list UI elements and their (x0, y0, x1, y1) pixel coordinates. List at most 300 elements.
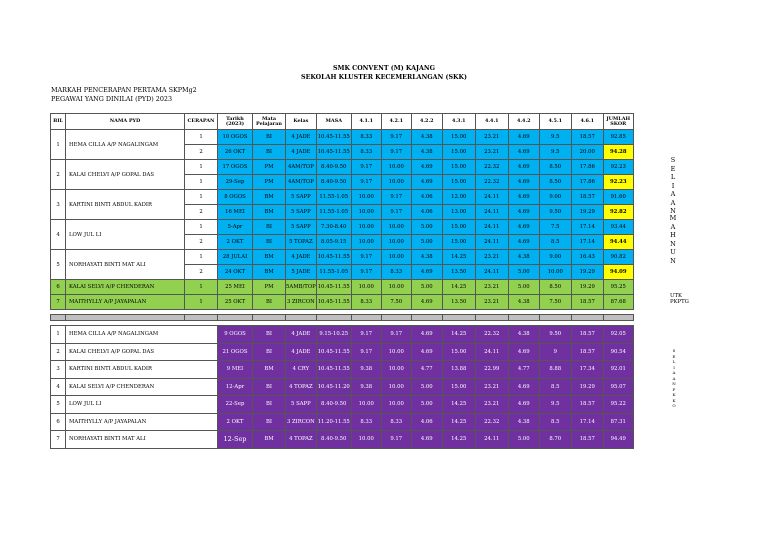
subject-cell: BM (253, 265, 286, 280)
pegawai-label: PEGAWAI YANG DINILAI (PYD) 2023 (51, 95, 173, 103)
score-cell: 22.99 (475, 361, 508, 379)
score-cell: 18.57 (571, 431, 603, 449)
subject-cell: PM (253, 280, 286, 295)
score-cell: 4.77 (508, 361, 539, 379)
score-cell: 10.00 (351, 205, 381, 220)
score-cell: 19.29 (571, 280, 603, 295)
subject-cell: BI (253, 145, 286, 160)
score-cell: 4.69 (508, 145, 539, 160)
score-cell: 8.50 (539, 160, 571, 175)
tarikh-cell: 16 MEI (218, 205, 253, 220)
subject-cell: BM (253, 205, 286, 220)
table-row (51, 160, 634, 175)
score-cell: 17.86 (571, 175, 603, 190)
score-cell: 4.69 (411, 431, 442, 449)
score-cell: 9.17 (381, 190, 411, 205)
cerapan-cell: 1 (185, 295, 218, 310)
score-cell: 9.38 (351, 378, 381, 396)
score-cell: 9.17 (381, 326, 411, 344)
masa-cell: 10.45-11.55 (316, 145, 351, 160)
column-header: 4.1.1 (351, 114, 381, 130)
score-cell: 13.50 (442, 265, 475, 280)
tarikh-cell: 29-Sep (218, 175, 253, 190)
name-cell: NORHAYATI BINTI MAT ALI (66, 250, 185, 280)
score-cell: 13.88 (442, 361, 475, 379)
score-cell: 10.00 (381, 250, 411, 265)
jumlah-skor-cell: 92.01 (603, 361, 633, 379)
kelas-cell: 5 SAPP (286, 205, 317, 220)
name-cell: KALAI CHELVI A/P GOPAL DAS (66, 160, 185, 190)
masa-cell: 8.05-9.15 (316, 235, 351, 250)
masa-cell: 8.40-9.50 (316, 160, 351, 175)
bil-cell: 2 (51, 343, 66, 361)
kelas-cell: 4AM/TOP (286, 175, 317, 190)
score-cell: 4.06 (411, 190, 442, 205)
score-cell: 22.32 (475, 413, 508, 431)
bil-cell: 4 (51, 378, 66, 396)
score-cell: 10.00 (539, 265, 571, 280)
score-cell: 17.14 (571, 220, 603, 235)
score-cell: 8.33 (381, 413, 411, 431)
column-header: 4.4.2 (508, 114, 539, 130)
table-row (51, 326, 634, 344)
jumlah-skor-cell: 87.31 (603, 413, 633, 431)
kelas-cell: 4 JADE (286, 343, 317, 361)
score-cell: 5.00 (411, 396, 442, 414)
subject-cell: BM (253, 190, 286, 205)
cerapan-cell: 2 (185, 205, 218, 220)
cerapan-cell: 1 (185, 160, 218, 175)
tarikh-cell: 12-Apr (218, 378, 253, 396)
score-cell: 9.5 (539, 130, 571, 145)
name-cell: KALAI CHELVI A/P GOPAL DAS (66, 343, 218, 361)
score-cell: 4.69 (508, 343, 539, 361)
score-cell: 4.69 (411, 175, 442, 190)
score-cell: 23.21 (475, 250, 508, 265)
table-row (51, 413, 634, 431)
score-cell: 24.11 (475, 235, 508, 250)
score-cell: 15.00 (442, 235, 475, 250)
subject-cell: BI (253, 235, 286, 250)
score-cell: 16.43 (571, 250, 603, 265)
score-cell: 4.38 (508, 250, 539, 265)
bil-cell: 6 (51, 280, 66, 295)
cerapan-cell: 1 (185, 130, 218, 145)
score-cell: 9.00 (539, 190, 571, 205)
masa-cell: 11.55-1.05 (316, 190, 351, 205)
header-row (51, 114, 634, 130)
score-cell: 10.00 (351, 431, 381, 449)
table-row (51, 220, 634, 235)
score-cell: 9.17 (351, 175, 381, 190)
score-cell: 22.32 (475, 160, 508, 175)
cerapan-cell: 1 (185, 220, 218, 235)
score-cell: 5.00 (411, 378, 442, 396)
jumlah-skor-cell: 92.23 (603, 175, 633, 190)
masa-cell: 10.45-11.55 (316, 130, 351, 145)
masa-cell: 11.55-1.05 (316, 205, 351, 220)
table-row (51, 361, 634, 379)
score-cell: 24.11 (475, 343, 508, 361)
cerapan-cell: 1 (185, 250, 218, 265)
score-cell: 10.00 (351, 220, 381, 235)
score-cell: 5.00 (508, 265, 539, 280)
masa-cell: 8.40-9.50 (316, 431, 351, 449)
score-cell: 4.06 (411, 205, 442, 220)
score-cell: 19.29 (571, 378, 603, 396)
cerapan-cell: 2 (185, 235, 218, 250)
kelas-cell: 5 JADE (286, 265, 317, 280)
score-cell: 18.57 (571, 326, 603, 344)
jumlah-skor-cell: 93.44 (603, 220, 633, 235)
score-cell: 10.00 (381, 343, 411, 361)
subject-cell: BI (253, 130, 286, 145)
kelas-cell: 4AM/TOP (286, 160, 317, 175)
score-cell: 8.33 (381, 265, 411, 280)
score-cell: 10.00 (381, 280, 411, 295)
tarikh-cell: 2 OKT (218, 413, 253, 431)
masa-cell: 10.45-11.20 (316, 378, 351, 396)
tarikh-cell: 22-Sep (218, 396, 253, 414)
subject-cell: BI (253, 295, 286, 310)
jumlah-skor-cell: 94.09 (603, 265, 633, 280)
score-cell: 9.17 (351, 160, 381, 175)
bil-cell: 7 (51, 431, 66, 449)
score-cell: 4.69 (508, 235, 539, 250)
name-cell: NORHAYATI BINTI MAT ALI (66, 431, 218, 449)
score-cell: 24.11 (475, 220, 508, 235)
score-cell: 24.11 (475, 190, 508, 205)
column-header: 4.5.1 (539, 114, 571, 130)
column-header: Tarikh (2023) (218, 114, 253, 130)
bil-cell: 7 (51, 295, 66, 310)
score-cell: 8.50 (539, 280, 571, 295)
tarikh-cell: 8 OGOS (218, 190, 253, 205)
kelas-cell: 3 ZIRCON (286, 295, 317, 310)
jumlah-skor-cell: 92.82 (603, 205, 633, 220)
score-cell: 10.00 (351, 235, 381, 250)
score-cell: 4.06 (411, 413, 442, 431)
name-cell: KALAI SELVI A/P CHENDERAN (66, 280, 185, 295)
tarikh-cell: 25 MEI (218, 280, 253, 295)
score-cell: 4.69 (411, 343, 442, 361)
bil-cell: 4 (51, 220, 66, 250)
score-cell: 9.17 (381, 130, 411, 145)
cerapan-cell: 1 (185, 175, 218, 190)
score-cell: 10.00 (381, 160, 411, 175)
kelas-cell: 4 JADE (286, 130, 317, 145)
score-cell: 4.69 (508, 205, 539, 220)
score-cell: 4.69 (508, 175, 539, 190)
score-cell: 9.00 (539, 250, 571, 265)
score-cell: 4.69 (508, 190, 539, 205)
score-cell: 15.00 (442, 175, 475, 190)
score-cell: 9.38 (351, 361, 381, 379)
score-cell: 14.25 (442, 396, 475, 414)
score-cell: 18.57 (571, 190, 603, 205)
name-cell: LOW JUL LI (66, 220, 185, 250)
score-cell: 8.5 (539, 378, 571, 396)
score-cell: 4.38 (411, 130, 442, 145)
masa-cell: 11.55-1.05 (316, 265, 351, 280)
score-cell: 8.33 (351, 413, 381, 431)
score-cell: 18.57 (571, 396, 603, 414)
score-cell: 15.00 (442, 343, 475, 361)
score-cell: 9.5 (539, 145, 571, 160)
score-cell: 18.57 (571, 295, 603, 310)
score-cell: 8.33 (351, 145, 381, 160)
score-cell: 22.32 (475, 175, 508, 190)
score-cell: 4.69 (411, 160, 442, 175)
tarikh-cell: 26 OKT (218, 145, 253, 160)
score-cell: 14.25 (442, 250, 475, 265)
column-header: 4.2.1 (381, 114, 411, 130)
kelas-cell: 3 ZIRCON (286, 413, 317, 431)
score-cell: 23.21 (475, 396, 508, 414)
cluster-title: SEKOLAH KLUSTER KECEMERLANGAN (SKK) (301, 74, 467, 81)
selian-pkko-side-label: S E L I A A N P K K O (672, 348, 676, 408)
name-cell: MAITHYLLY A/P JAYAPALAN (66, 413, 218, 431)
name-cell: LOW JUL LI (66, 396, 218, 414)
score-cell: 22.32 (475, 326, 508, 344)
score-cell: 4.38 (508, 326, 539, 344)
kelas-cell: 4 TOPAZ (286, 431, 317, 449)
table-row (51, 378, 634, 396)
score-cell: 10.00 (381, 175, 411, 190)
score-cell: 4.69 (411, 326, 442, 344)
score-cell: 10.00 (381, 378, 411, 396)
score-cell: 8.88 (539, 361, 571, 379)
cerapan-cell: 1 (185, 190, 218, 205)
score-cell: 5.00 (411, 235, 442, 250)
score-cell: 4.38 (411, 250, 442, 265)
score-cell: 8.33 (351, 295, 381, 310)
jumlah-skor-cell: 95.22 (603, 396, 633, 414)
cerapan-cell: 2 (185, 265, 218, 280)
kelas-cell: 4 CRY (286, 361, 317, 379)
score-cell: 8.5 (539, 413, 571, 431)
masa-cell: 8.40-9.50 (316, 396, 351, 414)
score-cell: 14.25 (442, 280, 475, 295)
score-cell: 15.00 (442, 160, 475, 175)
jumlah-skor-cell: 94.44 (603, 235, 633, 250)
score-cell: 10.00 (381, 361, 411, 379)
subject-cell: BM (253, 361, 286, 379)
score-cell: 4.77 (411, 361, 442, 379)
score-cell: 9.50 (539, 326, 571, 344)
score-cell: 9.17 (351, 326, 381, 344)
score-cell: 5.00 (508, 280, 539, 295)
subject-cell: BI (253, 220, 286, 235)
mahnun-side-label: M A H N U N (669, 214, 677, 265)
tarikh-cell: 17 OGOS (218, 160, 253, 175)
name-cell: HEMA CILLA A/P NAGALINGAM (66, 130, 185, 160)
table-row (51, 130, 634, 145)
subject-cell: BI (253, 343, 286, 361)
table-row (51, 295, 634, 310)
score-cell: 24.11 (475, 431, 508, 449)
jumlah-skor-cell: 92.85 (603, 130, 633, 145)
column-header: 4.6.1 (571, 114, 603, 130)
score-cell: 9.50 (539, 205, 571, 220)
score-cell: 7.50 (381, 295, 411, 310)
masa-cell: 10.45-11.55 (316, 250, 351, 265)
score-cell: 4.69 (508, 220, 539, 235)
kelas-cell: 5 SAPP (286, 220, 317, 235)
bil-cell: 6 (51, 413, 66, 431)
score-cell: 20.00 (571, 145, 603, 160)
jumlah-skor-cell: 92.05 (603, 326, 633, 344)
bil-cell: 3 (51, 361, 66, 379)
tarikh-cell: 24 OKT (218, 265, 253, 280)
masa-cell: 10.45-11.55 (316, 295, 351, 310)
score-cell: 23.21 (475, 280, 508, 295)
score-cell: 14.25 (442, 413, 475, 431)
score-cell: 5.00 (508, 431, 539, 449)
column-header: 4.4.1 (475, 114, 508, 130)
jumlah-skor-cell: 95.07 (603, 378, 633, 396)
table-row (51, 250, 634, 265)
column-header: JUMLAH SKOR (603, 114, 633, 130)
column-header: 4.2.2 (411, 114, 442, 130)
score-cell: 14.25 (442, 431, 475, 449)
score-cell: 9.5 (539, 396, 571, 414)
table-row (51, 280, 634, 295)
cerapan-cell: 1 (185, 280, 218, 295)
score-cell: 12.00 (442, 190, 475, 205)
score-cell: 9.17 (351, 265, 381, 280)
score-cell: 8.70 (539, 431, 571, 449)
markah-label: MARKAH PENCERAPAN PERTAMA SKPMg2 (51, 86, 197, 94)
kelas-cell: 5 SAPP (286, 190, 317, 205)
score-cell: 19.29 (571, 265, 603, 280)
column-header: 4.3.1 (442, 114, 475, 130)
selian-side-label: S E L I A A N (670, 156, 676, 215)
score-cell: 15.00 (442, 378, 475, 396)
score-cell: 4.69 (411, 265, 442, 280)
tarikh-cell: 12-Sep (218, 431, 253, 449)
tarikh-cell: 9 OGOS (218, 326, 253, 344)
score-cell: 10.00 (351, 280, 381, 295)
tarikh-cell: 10 OGOS (218, 130, 253, 145)
bil-cell: 5 (51, 396, 66, 414)
tarikh-cell: 21 OGOS (218, 343, 253, 361)
tarikh-cell: 9 MEI (218, 361, 253, 379)
subject-cell: BM (253, 250, 286, 265)
kelas-cell: 4 JADE (286, 250, 317, 265)
subject-cell: PM (253, 160, 286, 175)
column-header: BIL (51, 114, 66, 130)
masa-cell: 10.45-11.55 (316, 361, 351, 379)
score-cell: 8.5 (539, 235, 571, 250)
score-cell: 17.86 (571, 160, 603, 175)
subject-cell: BI (253, 326, 286, 344)
score-cell: 4.69 (508, 396, 539, 414)
jumlah-skor-cell: 90.82 (603, 250, 633, 265)
score-cell: 19.29 (571, 205, 603, 220)
table-row (51, 396, 634, 414)
score-cell: 18.57 (571, 130, 603, 145)
score-cell: 4.69 (508, 130, 539, 145)
score-cell: 8.50 (539, 175, 571, 190)
score-cell: 23.21 (475, 378, 508, 396)
kelas-cell: 4 JADE (286, 145, 317, 160)
masa-cell: 10.45-11.55 (316, 280, 351, 295)
score-cell: 10.00 (381, 235, 411, 250)
masa-cell: 10.45-11.55 (316, 343, 351, 361)
masa-cell: 8.40-9.50 (316, 175, 351, 190)
score-cell: 23.21 (475, 145, 508, 160)
masa-cell: 9.15-10.25 (316, 326, 351, 344)
name-cell: KALAI SELVI A/P CHENDERAN (66, 378, 218, 396)
name-cell: MAITHYLLY A/P JAYAPALAN (66, 295, 185, 310)
score-cell: 13.50 (442, 295, 475, 310)
name-cell: KARTINI BINTI ABDUL KADIR (66, 190, 185, 220)
table-row (51, 343, 634, 361)
school-title: SMK CONVENT (M) KAJANG (333, 65, 435, 72)
tarikh-cell: 25 OKT (218, 295, 253, 310)
jumlah-skor-cell: 95.25 (603, 280, 633, 295)
score-cell: 17.34 (571, 361, 603, 379)
jumlah-skor-cell: 94.49 (603, 431, 633, 449)
bil-cell: 1 (51, 130, 66, 160)
score-cell: 5.00 (411, 220, 442, 235)
score-cell: 8.33 (351, 130, 381, 145)
score-cell: 24.11 (475, 265, 508, 280)
table-row (51, 190, 634, 205)
score-cell: 15.00 (442, 220, 475, 235)
name-cell: HEMA CILLA A/P NAGALINGAM (66, 326, 218, 344)
score-cell: 9.17 (351, 343, 381, 361)
cerapan-cell: 2 (185, 145, 218, 160)
jumlah-skor-cell: 91.60 (603, 190, 633, 205)
score-cell: 4.69 (508, 160, 539, 175)
score-cell: 15.00 (442, 145, 475, 160)
score-cell: 23.21 (475, 130, 508, 145)
score-cell: 14.25 (442, 326, 475, 344)
score-cell: 9.17 (381, 145, 411, 160)
score-cell: 13.00 (442, 205, 475, 220)
tarikh-cell: 2 OKT (218, 235, 253, 250)
score-cell: 4.38 (508, 295, 539, 310)
scores-table (50, 113, 634, 449)
score-cell: 10.00 (351, 190, 381, 205)
jumlah-skor-cell: 92.23 (603, 160, 633, 175)
score-cell: 10.00 (381, 396, 411, 414)
subject-cell: BI (253, 413, 286, 431)
jumlah-skor-cell: 94.28 (603, 145, 633, 160)
jumlah-skor-cell: 90.54 (603, 343, 633, 361)
bil-cell: 5 (51, 250, 66, 280)
score-cell: 7.5 (539, 220, 571, 235)
score-cell: 18.57 (571, 343, 603, 361)
kelas-cell: 5 TOPAZ (286, 235, 317, 250)
bil-cell: 3 (51, 190, 66, 220)
column-header: CERAPAN (185, 114, 218, 130)
score-cell: 10.00 (351, 396, 381, 414)
score-cell: 4.38 (508, 413, 539, 431)
masa-cell: 11.20-11.55 (316, 413, 351, 431)
score-cell: 17.14 (571, 413, 603, 431)
score-cell: 5.00 (411, 280, 442, 295)
score-cell: 9 (539, 343, 571, 361)
column-header: Kelas (286, 114, 317, 130)
column-header: Mata Pelajaran (253, 114, 286, 130)
column-header: NAMA PYD (66, 114, 185, 130)
kelas-cell: 4 TOPAZ (286, 378, 317, 396)
score-cell: 4.38 (411, 145, 442, 160)
table-row (51, 431, 634, 449)
